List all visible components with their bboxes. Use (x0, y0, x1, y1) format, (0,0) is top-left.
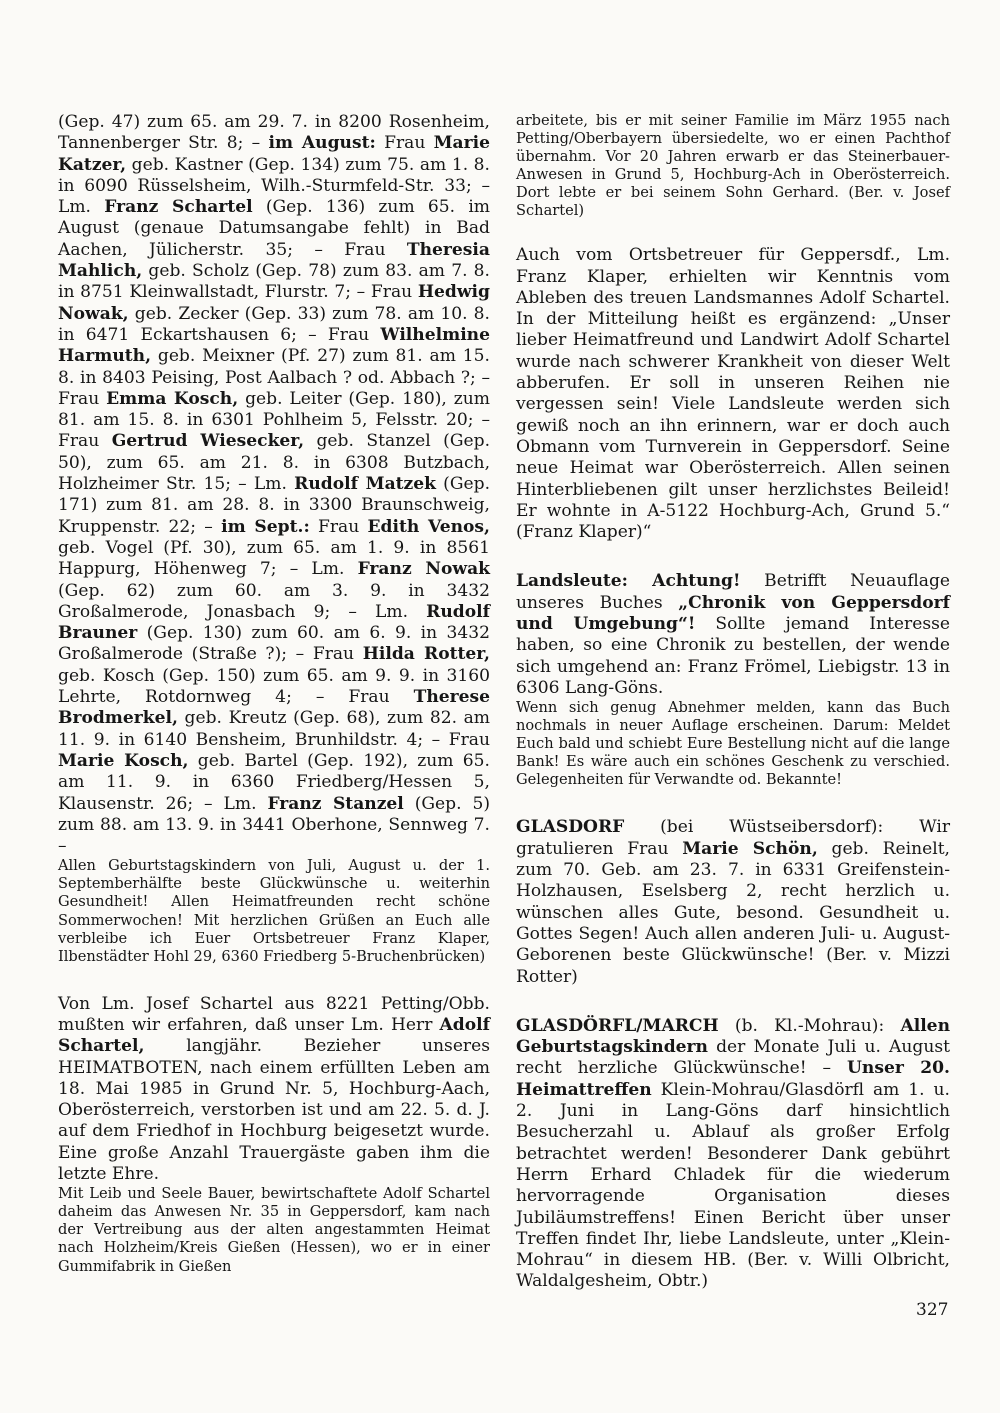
bold-text: Marie Katzer, (58, 133, 490, 175)
obituary-detail-continued: arbeitete, bis er mit seiner Familie im März 1955 nach Petting/Oberbayern übersiedelte, wo er einen Pachthof übernahm. Vor 20 Jahren erwarb er das Steinerbauer-Anwesen in Grund 5, Hochburg-Ach in Oberösterreich. Dort lebte er bei seinem Sohn Gerhard. (Ber. v. Josef Schartel) (516, 112, 950, 220)
text-run: langjähr. Bezieher unseres HEIMATBOTEN, nach einem erfüllten Leben am 18. Mai 1985 in Grund Nr. 5, Hochburg-Aach, Oberösterreich, verstorben ist und am 22. 5. d. J. auf dem Friedhof in Hochburg beigesetzt wurde. Eine große Anzahl Trauergäste gaben ihm die letzte Ehre. (58, 1036, 490, 1185)
text-run: der Monate Juli u. August recht herzliche Glückwünsche! – (516, 1037, 950, 1079)
obituary-detail: Mit Leib und Seele Bauer, bewirtschaftete Adolf Schartel daheim das Anwesen Nr. 35 in Geppersdorf, kam nach der Vertreibung aus der alten angestammten Heimat nach Holzheim/Kreis Gießen (Hessen), wo er in einer Gummifabrik in Gießen (58, 1185, 490, 1275)
bold-text: GLASDORF (516, 817, 625, 838)
text-run: geb. Stanzel (Gep. 50), zum 65. am 21. 8. in 6308 Butzbach, Holzheimer Str. 15; – Lm. (58, 431, 490, 495)
bold-text: Rudolf Matzek (294, 474, 436, 495)
text-run: geb. Leiter (Gep. 180), zum 81. am 15. 8. in 6301 Pohlheim 5, Felsstr. 20; – Frau (58, 388, 490, 452)
text-run: (bei Wüstseibersdorf): Wir gratulieren Frau (516, 817, 950, 859)
text-run: geb. Scholz (Gep. 78) zum 83. am 7. 8. in 8751 Kleinwallstadt, Flurstr. 7; – Frau (58, 261, 490, 303)
chronik-note: Wenn sich genug Abnehmer melden, kann das Buch nochmals in neuer Auflage erscheinen. Darum: Meldet Euch bald und schiebt Eure Bestellung nicht auf die lange Bank! Es wäre auch ein schönes Geschenk zu verschied. Gelegenheiten für Verwandte od. Bekannte! (516, 699, 950, 789)
birthday-list (58, 112, 490, 857)
text-run: (Gep. 130) zum 60. am 6. 9. in 3432 Großalmerode (Straße ?); – Frau (58, 623, 490, 665)
text-run: geb. Zecker (Gep. 33) zum 78. am 10. 8. in 6471 Eckartshausen 6; – Frau (58, 303, 490, 345)
bold-text: Edith Venos, (367, 516, 490, 537)
right-column (516, 112, 950, 1293)
text-run: Sollte jemand Interesse haben, so eine Chronik zu bestellen, der wende sich umgehend an: Franz Frömel, Liebigstr. 13 in 6306 Lang-Göns. (516, 614, 950, 698)
obituary-paragraph (58, 994, 490, 1186)
chronik-notice (516, 571, 950, 699)
left-column (58, 112, 490, 1276)
text-run: (Gep. 62) zum 60. am 3. 9. in 3432 Großalmerode, Jonasbach 9; – Lm. (58, 580, 490, 622)
klaper-note: Auch vom Ortsbetreuer für Geppersdf., Lm. Franz Klaper, erhielten wir Kenntnis vom Ableben des treuen Landsmannes Adolf Schartel. In der Mitteilung heißt es ergänzend: „Unser lieber Heimatfreund und Landwirt Adolf Schartel wurde nach schwerer Krankheit von dieser Welt abberufen. Er soll in unseren Reihen nie vergessen sein! Viele Landsleute werden sich gewiß noch an ihn erinnern, war er doch auch Obmann vom Turnverein in Geppersdorf. Seine neue Heimat war Oberösterreich. Allen seinen Hinterbliebenen gilt unser herzlichstes Beileid! Er wohnte in A-5122 Hochburg-Ach, Grund 5.“ (Franz Klaper)“ (516, 245, 950, 543)
text-run: geb. Bartel (Gep. 192), zum 65. am 11. 9. in 6360 Friedberg/Hessen 5, Klausenstr. 26; – Lm. (58, 750, 490, 814)
bold-text: Marie Schön, (682, 838, 818, 859)
text-run: (Gep. 5) zum 88. am 13. 9. in 3441 Oberhone, Sennweg 7. – (58, 793, 490, 857)
glasdorf-section (516, 817, 950, 987)
text-run: geb. Meixner (Pf. 27) zum 81. am 15. 8. in 8403 Peising, Post Aalbach ? od. Abbach ?; – Frau (58, 346, 490, 409)
greeting-note: Allen Geburtstagskindern von Juli, August u. der 1. Septemberhälfte beste Glückwünsche u. weiterhin Gesundheit! Allen Heimatfreunden recht schöne Sommerwochen! Mit herzlichen Grüßen an Euch alle verbleibe ich Euer Ortsbetreuer Franz Klaper, Ilbenstädter Hohl 29, 6360 Friedberg 5-Bruchenbrücken) (58, 857, 490, 965)
bold-text: Wilhelmine Harmuth, (58, 324, 490, 367)
bold-text: Gertrud Wiesecker, (111, 431, 305, 452)
text-run: (Gep. 171) zum 81. am 28. 8. in 3300 Braunschweig, Kruppenstr. 22; – (58, 474, 490, 537)
text-run: geb. Kastner (Gep. 134) zum 75. am 1. 8. in 6090 Rüsselsheim, Wilh.-Sturmfeld-Str. 33; – Lm. (58, 154, 490, 218)
text-run: Von Lm. Josef Schartel aus 8221 Petting/Obb. mußten wir erfahren, daß unser Lm. Herr (58, 993, 490, 1035)
glasdoerfl-march-section (516, 1016, 950, 1293)
bold-text: Franz Stanzel (267, 793, 404, 814)
bold-text: im August: (268, 133, 376, 154)
text-run: (b. Kl.-Mohrau): (718, 1015, 901, 1036)
text-run: geb. Kosch (Gep. 150) zum 65. am 9. 9. in 3160 Lehrte, Rotdornweg 4; – Frau (58, 665, 490, 708)
text-run: geb. Reinelt, zum 70. Geb. am 23. 7. in 6331 Greifenstein-Holzhausen, Eselsberg 2, recht herzlich u. wünschen alles Gute, besond. Gesundheit u. Gottes Segen! Auch allen anderen Juli- u. August-Geborenen beste Glückwünsche! (Ber. v. Mizzi Rotter) (516, 838, 950, 987)
text-run: (Gep. 136) zum 65. im August (genaue Datumsangabe fehlt) in Bad Aachen, Jülicherstr. 35; – Frau (58, 197, 490, 260)
bold-text: Adolf Schartel, (58, 1014, 490, 1057)
text-run: geb. Vogel (Pf. 30), zum 65. am 1. 9. in 8561 Happurg, Höhenweg 7; – Lm. (58, 537, 490, 580)
text-run: Klein-Mohrau/Glasdörfl am 1. u. 2. Juni in Lang-Göns darf hinsichtlich Besucherzahl u. Ablauf als großer Erfolg betrachtet werden! Besonderer Dank gebührt Herrn Erhard Chladek für die wiederum hervorragende Organisation dieses Jubiläumstreffens! Einen Bericht über unser Treffen findet Ihr, liebe Landsleute, unter „Klein-Mohrau“ in diesem HB. (Ber. v. Willi Olbricht, Waldalgesheim, Obtr.) (516, 1079, 950, 1292)
text-run: Frau (309, 516, 368, 537)
bold-text: Franz Nowak (357, 559, 490, 580)
bold-text: im Sept.: (221, 516, 310, 537)
bold-text: Rudolf Brauner (58, 601, 490, 644)
text-run: geb. Kreutz (Gep. 68), zum 82. am 11. 9. in 6140 Bensheim, Brunhildstr. 4; – Frau (58, 708, 490, 750)
bold-text: „Chronik von Geppersdorf und Umgebung“! (516, 592, 950, 635)
bold-text: Franz Schartel (104, 197, 253, 218)
bold-text: Hedwig Nowak, (58, 282, 490, 324)
page-number: 327 (916, 1300, 949, 1320)
bold-text: Marie Kosch, (58, 750, 189, 771)
text-run: Betrifft Neuauflage unseres Buches (516, 571, 950, 613)
bold-text: Therese Brodmerkel, (58, 687, 490, 729)
bold-text: Allen Geburtstagskindern (516, 1015, 950, 1058)
bold-text: Unser 20. Heimattreffen (516, 1058, 951, 1100)
bold-text: Hilda Rotter, (362, 644, 491, 665)
bold-text: Emma Kosch, (106, 388, 239, 409)
bold-text: Theresia Mahlich, (58, 239, 490, 282)
bold-text: GLASDÖRFL/MARCH (516, 1015, 719, 1036)
text-run: (Gep. 47) zum 65. am 29. 7. in 8200 Rosenheim, Tannenberger Str. 8; – (58, 112, 490, 154)
bold-text: Landsleute: Achtung! (516, 571, 741, 592)
text-run: Frau (375, 133, 434, 154)
